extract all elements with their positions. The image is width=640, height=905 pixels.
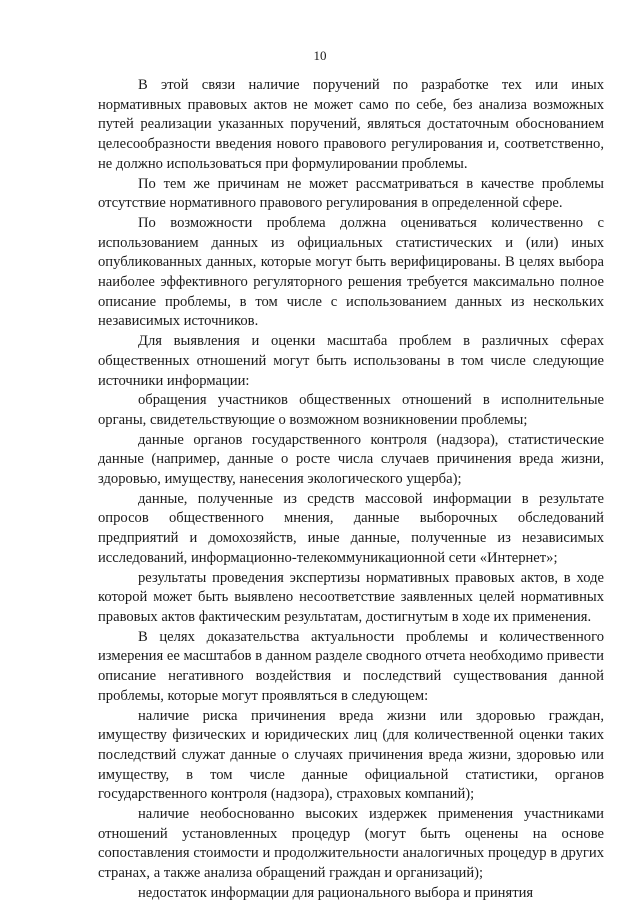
paragraph: По возможности проблема должна оцениваться количественно с использованием данных из официальных статистических и (или) иных опубликованных данных, которые могут быть верифицированы. В целях выбора наиболее эффективного регуляторного решения требуется максимально полное описание проблемы, в том числе с использованием данных из нескольких независимых источников. bbox=[98, 214, 604, 330]
paragraph: В этой связи наличие поручений по разработке тех или иных нормативных правовых актов не может само по себе, без анализа возможных путей реализации указанных поручений, являться достаточным обоснованием целесообразности введения нового правового регулирования и, соответственно, не должно использоваться при формулировании проблемы. bbox=[98, 77, 604, 172]
list-item: данные, полученные из средств массовой информации в результате опросов общественного мнения, данные выборочных обследований предприятий и домохозяйств, иные данные, полученные из независимых исследований, информационно-телекоммуникационной сети «Интернет»; bbox=[98, 490, 604, 566]
document-body bbox=[98, 76, 604, 904]
list-item: недостаток информации для рационального выбора и принятия bbox=[138, 884, 534, 901]
list-item: результаты проведения экспертизы нормативных правовых актов, в ходе которой может быть выявлено несоответствие заявленных целей нормативных правовых актов фактическим результатам, достигнутым в ходе их применения. bbox=[98, 569, 604, 625]
paragraph: По тем же причинам не может рассматриваться в качестве проблемы отсутствие нормативного правового регулирования в определенной сфере. bbox=[98, 175, 604, 212]
paragraph: Для выявления и оценки масштаба проблем в различных сферах общественных отношений могут быть использованы в том числе следующие источники информации: bbox=[98, 333, 604, 389]
list-item: наличие риска причинения вреда жизни или здоровью граждан, имуществу физических и юридических лиц (для количественной оценки таких последствий служат данные о случаях причинения вреда жизни, здоровью или имуществу, в том числе данные официальной статистики, органов государственного контроля (надзора), страховых компаний); bbox=[98, 707, 604, 803]
list-item: обращения участников общественных отношений в исполнительные органы, свидетельствующие о возможном возникновении проблемы; bbox=[98, 392, 604, 428]
list-item: данные органов государственного контроля (надзора), статистические данные (например, данные о росте числа случаев причинения вреда жизни, здоровью, имуществу, нанесения экологического ущерба); bbox=[98, 431, 604, 488]
list-item: наличие необоснованно высоких издержек применения участниками отношений установленных процедур (могут быть оценены на основе сопоставления стоимости и продолжительности аналогичных процедур в других странах, а также анализа обращений граждан и организаций); bbox=[98, 806, 604, 882]
page-number: 10 bbox=[313, 48, 327, 63]
paragraph: В целях доказательства актуальности проблемы и количественного измерения ее масштабов в данном разделе сводного отчета необходимо привести описание негативного воздействия и последствий существования данной проблемы, которые могут проявляться в следующем: bbox=[98, 628, 604, 704]
